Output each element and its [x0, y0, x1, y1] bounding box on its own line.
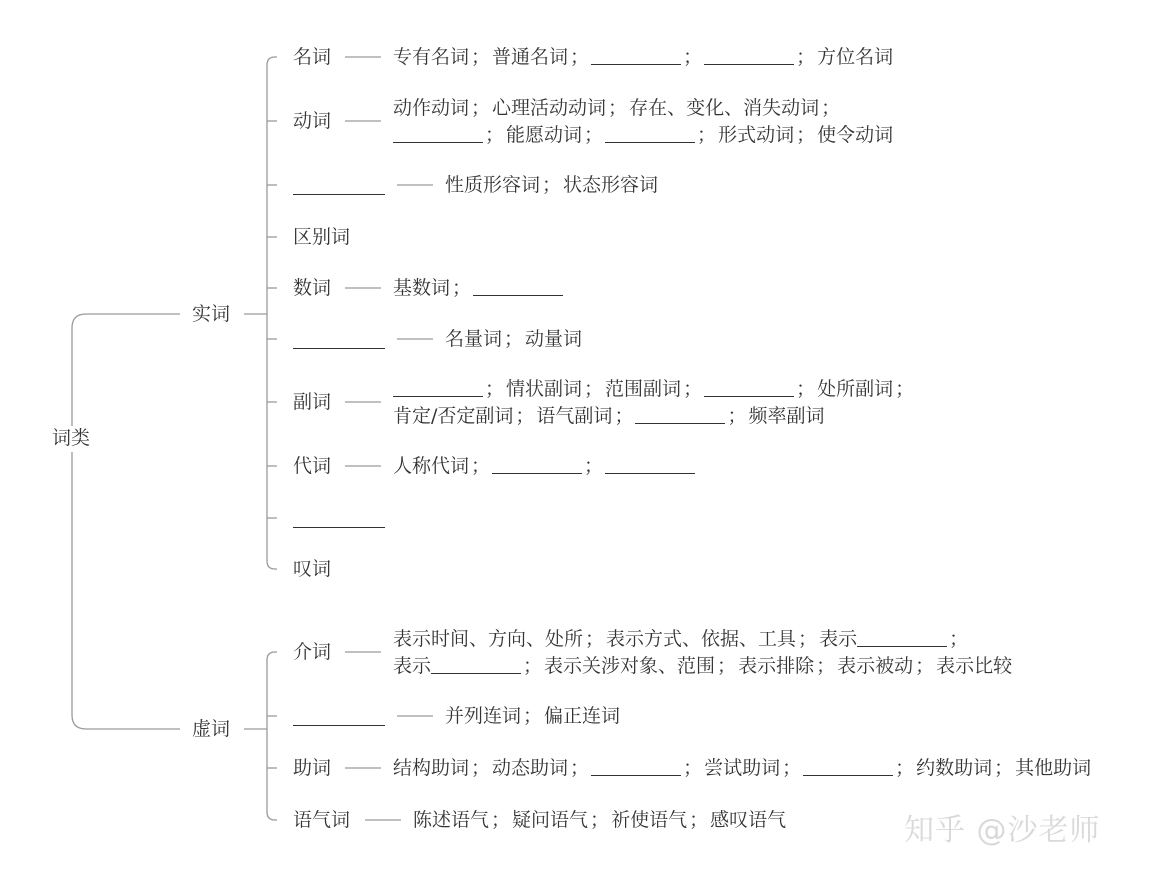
item-text: 表示方式、依据、工具	[606, 627, 797, 650]
item-text: 感叹语气	[710, 809, 787, 831]
item-text: 动量词	[525, 328, 583, 350]
item-text: 祈使语气	[611, 809, 688, 831]
detail-line	[393, 757, 1091, 779]
category-label: 介词	[293, 641, 332, 663]
separator: ；	[542, 174, 562, 196]
root-branch-connector	[72, 452, 180, 729]
item-text: 普通名词	[492, 46, 569, 68]
separator: ；	[471, 757, 491, 779]
separator: ；	[485, 377, 505, 400]
watermark: 知乎 @沙老师	[904, 813, 1101, 848]
fill-in-blank	[605, 455, 695, 474]
category-label: 数词	[293, 277, 332, 299]
detail-line	[393, 655, 1012, 677]
blank-category-label	[293, 505, 385, 528]
separator: ；	[683, 757, 703, 779]
category-label: 叹词	[293, 558, 332, 580]
category-label: 助词	[293, 757, 332, 779]
separator: ；	[994, 757, 1014, 779]
separator: ；	[796, 377, 816, 400]
separator: ；	[697, 123, 717, 146]
item-text: 名量词	[445, 328, 503, 350]
fill-in-blank	[393, 124, 483, 143]
fill-in-blank	[704, 378, 794, 397]
separator: ；	[683, 46, 703, 68]
detail-line	[393, 628, 970, 650]
detail-line	[413, 809, 786, 831]
separator: ；	[471, 455, 491, 477]
item-text: 表示	[393, 654, 432, 677]
item-text: 偏正连词	[544, 705, 621, 727]
item-text: 陈述语气	[413, 809, 490, 831]
item-text: 范围副词	[605, 377, 682, 400]
detail-line	[393, 455, 695, 477]
item-text: 心理活动动词	[492, 96, 607, 119]
separator: ；	[816, 654, 836, 677]
item-text: 动态助词	[492, 757, 569, 779]
item-text: 表示排除	[738, 654, 815, 677]
item-text: 约数助词	[916, 757, 993, 779]
root-branch-connector	[72, 314, 180, 426]
detail-line	[393, 97, 842, 119]
separator: ；	[683, 377, 703, 400]
item-text: 表示关涉对象、范围	[544, 654, 716, 677]
item-text: 专有名词	[393, 46, 470, 68]
detail-line	[445, 328, 582, 350]
item-text: 存在、变化、消失动词	[629, 96, 820, 119]
separator: ；	[895, 377, 915, 400]
blank-category-label	[293, 326, 385, 349]
separator: ；	[504, 328, 524, 350]
item-text: 表示	[819, 627, 858, 650]
separator: ；	[523, 654, 543, 677]
separator: ；	[584, 377, 604, 400]
item-text: 表示时间、方向、处所	[393, 627, 584, 650]
separator: ；	[485, 123, 505, 146]
category-label: 区别词	[293, 226, 351, 248]
item-text: 人称代词	[393, 455, 470, 477]
fill-in-blank	[591, 757, 681, 776]
item-text: 频率副词	[748, 404, 825, 427]
item-text: 并列连词	[445, 705, 522, 727]
separator: ；	[590, 809, 610, 831]
separator: ；	[798, 627, 818, 650]
separator: ；	[689, 809, 709, 831]
child-spine	[267, 57, 277, 569]
fill-in-blank	[635, 405, 725, 424]
item-text: 状态形容词	[563, 174, 659, 196]
category-label: 代词	[293, 455, 332, 477]
separator: ；	[915, 654, 935, 677]
item-text: 性质形容词	[445, 174, 541, 196]
item-text: 表示比较	[936, 654, 1013, 677]
separator: ；	[608, 96, 628, 119]
fill-in-blank	[492, 455, 582, 474]
separator: ；	[796, 123, 816, 146]
item-text: 尝试助词	[704, 757, 781, 779]
category-label: 名词	[293, 46, 332, 68]
separator: ；	[727, 404, 747, 427]
separator: ；	[523, 705, 543, 727]
fill-in-blank	[857, 628, 947, 647]
item-text: 形式动词	[718, 123, 795, 146]
separator: ；	[471, 96, 491, 119]
separator: ；	[821, 96, 841, 119]
detail-line	[393, 405, 824, 427]
fill-in-blank	[704, 46, 794, 65]
category-label: 语气词	[293, 809, 351, 831]
detail-line	[445, 705, 620, 727]
item-text: 疑问语气	[512, 809, 589, 831]
detail-line	[393, 378, 916, 400]
fill-in-blank	[803, 757, 893, 776]
item-text: 其他助词	[1015, 757, 1092, 779]
separator: ；	[895, 757, 915, 779]
separator: ；	[491, 809, 511, 831]
blank-category-label	[293, 703, 385, 726]
separator: ；	[452, 277, 472, 299]
separator: ；	[570, 757, 590, 779]
detail-line	[393, 46, 893, 68]
fill-in-blank	[393, 378, 483, 397]
fill-in-blank	[591, 46, 681, 65]
separator: ；	[584, 123, 604, 146]
item-text: 结构助词	[393, 757, 470, 779]
separator: ；	[717, 654, 737, 677]
item-text: 情状副词	[506, 377, 583, 400]
category-label: 动词	[293, 110, 332, 132]
separator: ；	[471, 46, 491, 68]
item-text: 动作动词	[393, 96, 470, 119]
branch-node: 虚词	[192, 718, 231, 740]
separator: ；	[515, 404, 535, 427]
detail-line	[445, 174, 658, 196]
separator: ；	[584, 455, 604, 477]
fill-in-blank	[431, 655, 521, 674]
item-text: 表示被动	[837, 654, 914, 677]
item-text: 方位名词	[817, 46, 894, 68]
separator: ；	[570, 46, 590, 68]
separator: ；	[796, 46, 816, 68]
detail-line	[393, 277, 563, 299]
separator: ；	[585, 627, 605, 650]
branch-node: 实词	[192, 303, 231, 325]
blank-category-label	[293, 172, 385, 195]
root-node-word-class: 词类	[52, 427, 91, 449]
fill-in-blank	[473, 277, 563, 296]
item-text: 使令动词	[817, 123, 894, 146]
separator: ；	[949, 627, 969, 650]
child-spine	[267, 652, 277, 820]
item-text: 肯定/否定副词	[393, 404, 514, 427]
detail-line	[393, 124, 893, 146]
separator: ；	[782, 757, 802, 779]
separator: ；	[614, 404, 634, 427]
item-text: 语气副词	[536, 404, 613, 427]
fill-in-blank	[605, 124, 695, 143]
category-label: 副词	[293, 391, 332, 413]
item-text: 基数词	[393, 277, 451, 299]
item-text: 能愿动词	[506, 123, 583, 146]
item-text: 处所副词	[817, 377, 894, 400]
